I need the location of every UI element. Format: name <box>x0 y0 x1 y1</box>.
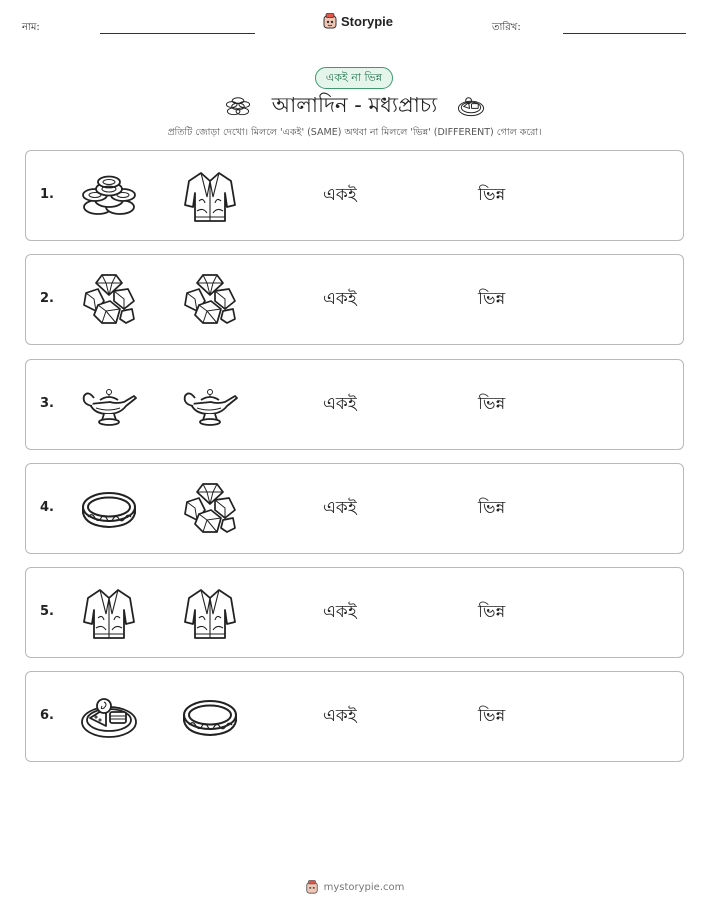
name-label: নাম: <box>22 22 40 33</box>
brand-logo <box>322 13 393 29</box>
different-option[interactable]: ভিন্ন <box>478 394 506 414</box>
robe-icon <box>80 584 138 642</box>
different-option[interactable]: ভিন্ন <box>478 498 506 518</box>
same-option[interactable]: একই <box>323 706 357 726</box>
question-number: 2. <box>40 291 54 306</box>
instructions: প্রতিটি জোড়া দেখো। মিললে 'একই' (SAME) অথবা না মিললে 'ভিন্ন' (DIFFERENT) গোল করো। <box>167 127 542 138</box>
name-field[interactable] <box>100 33 255 34</box>
gems-icon <box>181 480 239 538</box>
magic-lamp-icon <box>181 376 239 434</box>
worksheet-type-badge: একই না ভিন্ন <box>315 67 393 89</box>
date-label: তারিখ: <box>492 22 521 33</box>
question-number: 4. <box>40 500 54 515</box>
different-option[interactable]: ভিন্ন <box>478 289 506 309</box>
question-card <box>25 567 684 658</box>
title-row <box>0 90 709 122</box>
question-card <box>25 254 684 345</box>
question-card <box>25 463 684 554</box>
storypie-mascot-icon <box>322 13 338 29</box>
question-number: 1. <box>40 187 54 202</box>
question-card <box>25 150 684 241</box>
question-number: 3. <box>40 396 54 411</box>
coins-icon <box>222 92 254 120</box>
bracelet-icon <box>80 480 138 538</box>
page-title: আলাদিন - মধ্যপ্রাচ্য <box>271 92 438 117</box>
same-option[interactable]: একই <box>323 498 357 518</box>
coins-icon <box>80 167 138 225</box>
footer <box>0 880 709 894</box>
question-number: 5. <box>40 604 54 619</box>
robe-icon <box>181 167 239 225</box>
food-plate-icon <box>455 92 487 120</box>
robe-icon <box>181 584 239 642</box>
question-card <box>25 671 684 762</box>
different-option[interactable]: ভিন্ন <box>478 602 506 622</box>
gems-icon <box>80 271 138 329</box>
same-option[interactable]: একই <box>323 394 357 414</box>
same-option[interactable]: একই <box>323 602 357 622</box>
brand-name: Storypie <box>341 13 394 29</box>
different-option[interactable]: ভিন্ন <box>478 706 506 726</box>
magic-lamp-icon <box>80 376 138 434</box>
question-card <box>25 359 684 450</box>
different-option[interactable]: ভিন্ন <box>478 185 506 205</box>
bracelet-icon <box>181 688 239 746</box>
same-option[interactable]: একই <box>323 185 357 205</box>
footer-url: mystorypie.com <box>323 881 405 893</box>
same-option[interactable]: একই <box>323 289 357 309</box>
question-number: 6. <box>40 708 54 723</box>
date-field[interactable] <box>563 33 686 34</box>
storypie-mascot-icon <box>305 880 319 894</box>
food-plate-icon <box>80 688 138 746</box>
gems-icon <box>181 271 239 329</box>
